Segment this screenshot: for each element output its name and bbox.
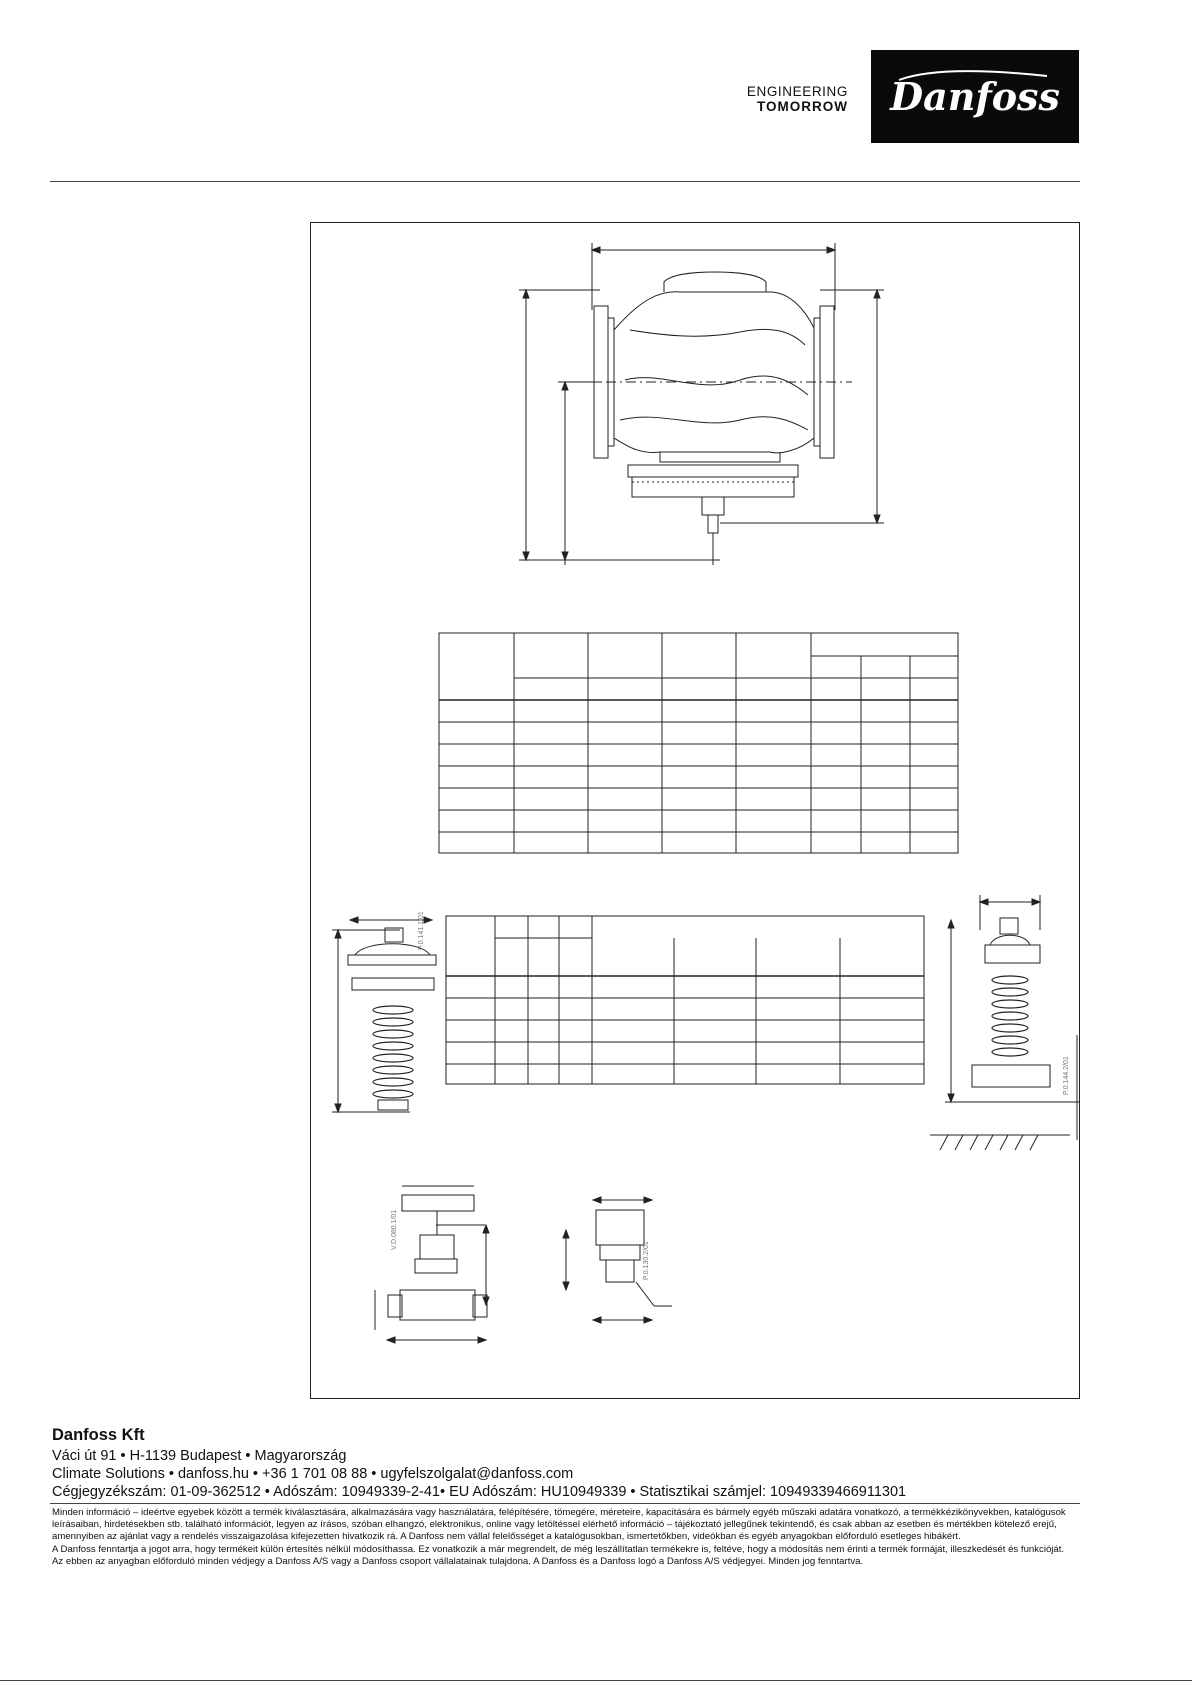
needle-valve-drawing <box>375 1186 489 1343</box>
main-valve-drawing <box>519 243 884 565</box>
address-line-2: Climate Solutions • danfoss.hu • +36 1 701 08 88 • ugyfelszolgalat@danfoss.com <box>52 1466 574 1482</box>
tagline-line-1: ENGINEERING <box>746 84 848 99</box>
legal-paragraph-1: Minden információ – ideértve egyebek között a termék kiválasztására, alkalmazására vagy használatára, felépítésére, tömegére, méreteire, kapacitására és bármely egyéb műszaki adatára vonatkozó, a termékkézikönyvekben, katalógusok leírásaiban, hirdetésekben stb. található információt, legyen az írásos, szóban elhangzó, elektronikus, online vagy letöltéssel elérhető információ – tájékoztató jellegűnek tekintendő, és csak abban az esetben és mértékben kötelező erejű, amennyiben az ajánlat vagy a rendelés visszaigazolása kifejezetten hivatkozik rá. A Danfoss nem vállal felelősséget a katalógusokban, ismertetőkben, videókban és egyéb anyagokban előforduló esetleges hibákért. <box>52 1507 1066 1543</box>
company-name: Danfoss Kft <box>52 1426 145 1444</box>
tagline-line-2: TOMORROW <box>757 99 848 114</box>
actuator-dimension-table <box>446 916 924 1084</box>
fitting-code: P.0.130.2/01 <box>643 1241 650 1280</box>
legal-paragraph-3: Az ebben az anyagban előforduló minden védjegy a Danfoss A/S vagy a Danfoss csoport vállalatainak tulajdona. A Danfoss és a Danfoss logó a Danfoss A/S védjegyei. Minden jog fenntartva. <box>52 1555 864 1567</box>
fitting-drawing <box>563 1197 672 1323</box>
needle-valve-code: V.D.080.1/01 <box>391 1209 398 1250</box>
actuator-right-code: P.0.144.2/01 <box>1063 1056 1070 1095</box>
logo-wordmark: Danfoss <box>890 74 1060 119</box>
actuator-right-drawing <box>930 895 1080 1150</box>
page-bottom-rule <box>0 1680 1192 1681</box>
legal-paragraph-2: A Danfoss fenntartja a jogot arra, hogy termékeit külön értesítés nélkül módosíthassa. Ez vonatkozik a már megrendelt, de még leszállítatlan termékekre is, feltéve, hogy a módosítás nem érinti a termék formáját, illeszkedését és funkcióját. <box>52 1543 1065 1555</box>
main-dimension-table <box>439 633 958 853</box>
address-line-1: Váci út 91 • H-1139 Budapest • Magyarország <box>52 1448 347 1464</box>
address-line-3: Cégjegyzékszám: 01-09-362512 • Adószám: 10949339-2-41• EU Adószám: HU10949339 • Statisztikai számjel: 10949339466911301 <box>52 1484 907 1500</box>
legal-divider <box>50 1503 1080 1504</box>
actuator-left-code: P.0.141.1/01 <box>418 911 425 950</box>
legal-notice <box>52 1507 1082 1568</box>
